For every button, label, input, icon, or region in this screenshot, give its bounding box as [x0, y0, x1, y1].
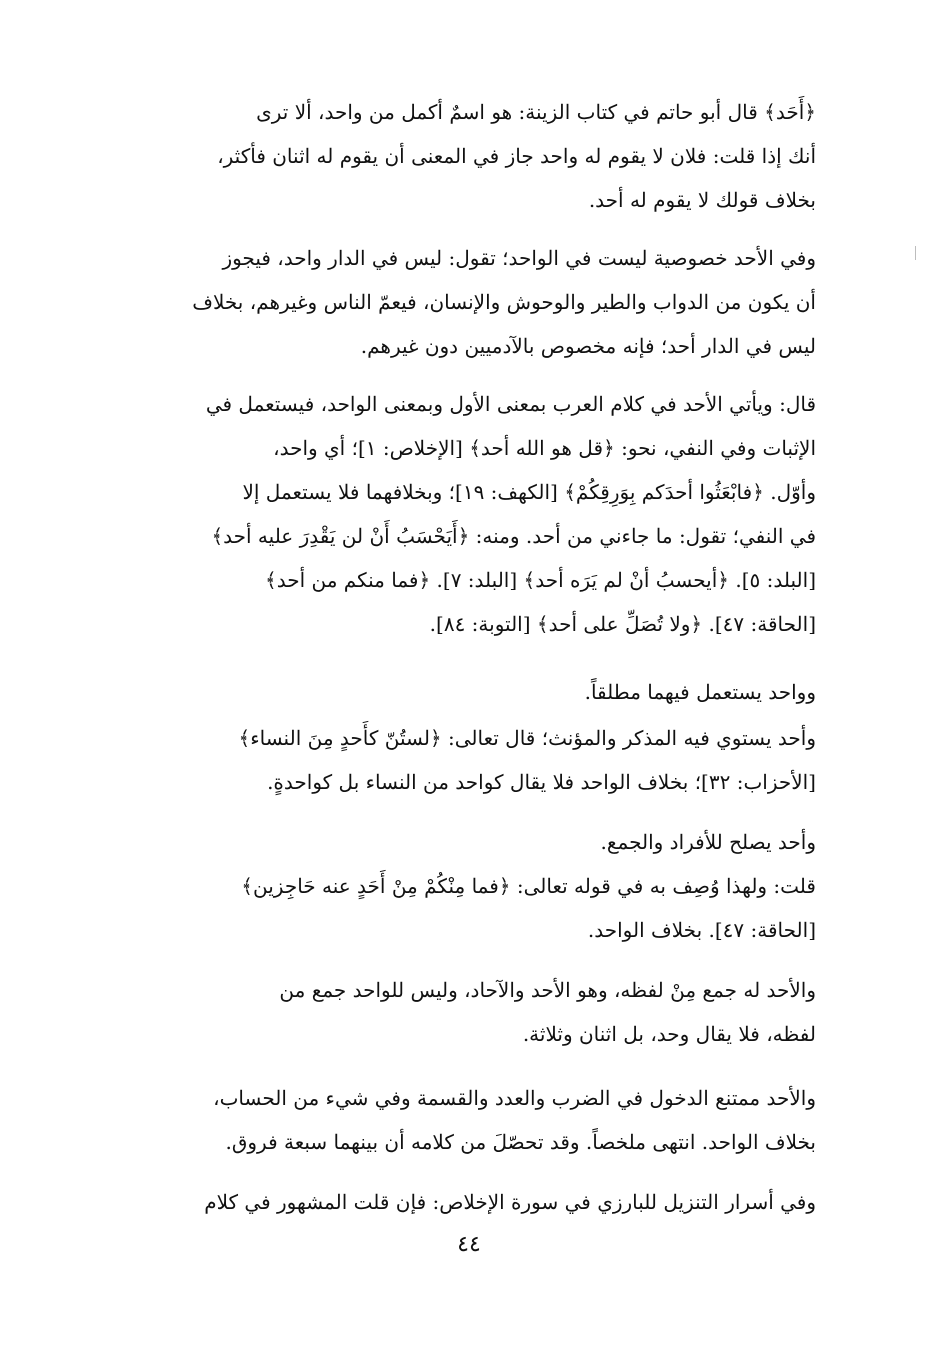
- paragraph-ahad-specificity: وفي الأحد خصوصية ليست في الواحد؛ تقول: ليس في الدار واحد، فيجوز أن يكون من الدواب والطير والوحوش والإنسان، فيعمّ الناس وغيرهم، بخلاف ليس في الدار أحد؛ فإنه مخصوص بالآدميين دون غيرهم.: [192, 246, 816, 358]
- paragraph-ahad-definition: ﴿أَحَد﴾ قال أبو حاتم في كتاب الزينة: هو اسمٌ أكمل من واحد، ألا ترى أنك إذا قلت: فلان لا يقوم له واحد جاز في المعنى أن يقوم له اثنان فأكثر، بخلاف قولك لا يقوم له أحد.: [217, 100, 816, 212]
- paragraph-gender: وأحد يستوي فيه المذكر والمؤنث؛ قال تعالى: ﴿لستُنّ كأَحدٍ مِنَ النساء﴾ [الأحزاب: ٣٢]؛ بخلاف الواحد فلا يقال كواحد من النساء بل كواحدةٍ.: [238, 726, 816, 794]
- paragraph-quran-example: قلت: ولهذا وُصِف به في قوله تعالى: ﴿فما مِنْكُمْ مِنْ أَحَدٍ عنه حَاجِزين﴾ [الحاقة: ٤٧]. بخلاف الواحد.: [241, 874, 816, 942]
- paragraph-arithmetic: والأحد ممتنع الدخول في الضرب والعدد والقسمة وفي شيء من الحساب، بخلاف الواحد. انتهى ملخصاً. وقد تحصّلَ من كلامه أن بينهما سبعة فروق.: [213, 1086, 816, 1154]
- paragraph-plural-form: والأحد له جمع مِنْ لفظه، وهو الأحد والآحاد، وليس للواحد جمع من لفظه، فلا يقال وحد، بل اثنان وثلاثة.: [279, 978, 816, 1046]
- paragraph-asrar-tanzil: وفي أسرار التنزيل للبارزي في سورة الإخلاص: فإن قلت المشهور في كلام: [204, 1190, 816, 1214]
- paragraph-wahid-usage: وواحد يستعمل فيهما مطلقاً.: [584, 680, 816, 704]
- paragraph-singular-plural: وأحد يصلح للأفراد والجمع.: [600, 830, 816, 854]
- margin-mark: [915, 246, 916, 260]
- page-number: ٤٤: [457, 1232, 481, 1257]
- paragraph-ahad-usage: قال: ويأتي الأحد في كلام العرب بمعنى الأول وبمعنى الواحد، فيستعمل في الإثبات وفي النفي، نحو: ﴿قل هو الله أحد﴾ [الإخلاص: ١]؛ أي واحد، وأوّل. ﴿فابْعَثُوا أحدَكم بِوَرِقِكُمْ﴾ [الكهف: ١٩]؛ وبخلافهما فلا يستعمل إلا في النفي؛ تقول: ما جاءني من أحد. ومنه: ﴿أَيَحْسَبُ أَنْ لن يَقْدِرَ عليه أحد﴾ [البلد: ٥]. ﴿أيحسبُ أنْ لم يَرَه أحد﴾ [البلد: ٧]. ﴿فما منكم من أحد﴾ [الحاقة: ٤٧]. ﴿ولا تُصَلِّ على أحد﴾ [التوبة: ٨٤].: [205, 392, 816, 636]
